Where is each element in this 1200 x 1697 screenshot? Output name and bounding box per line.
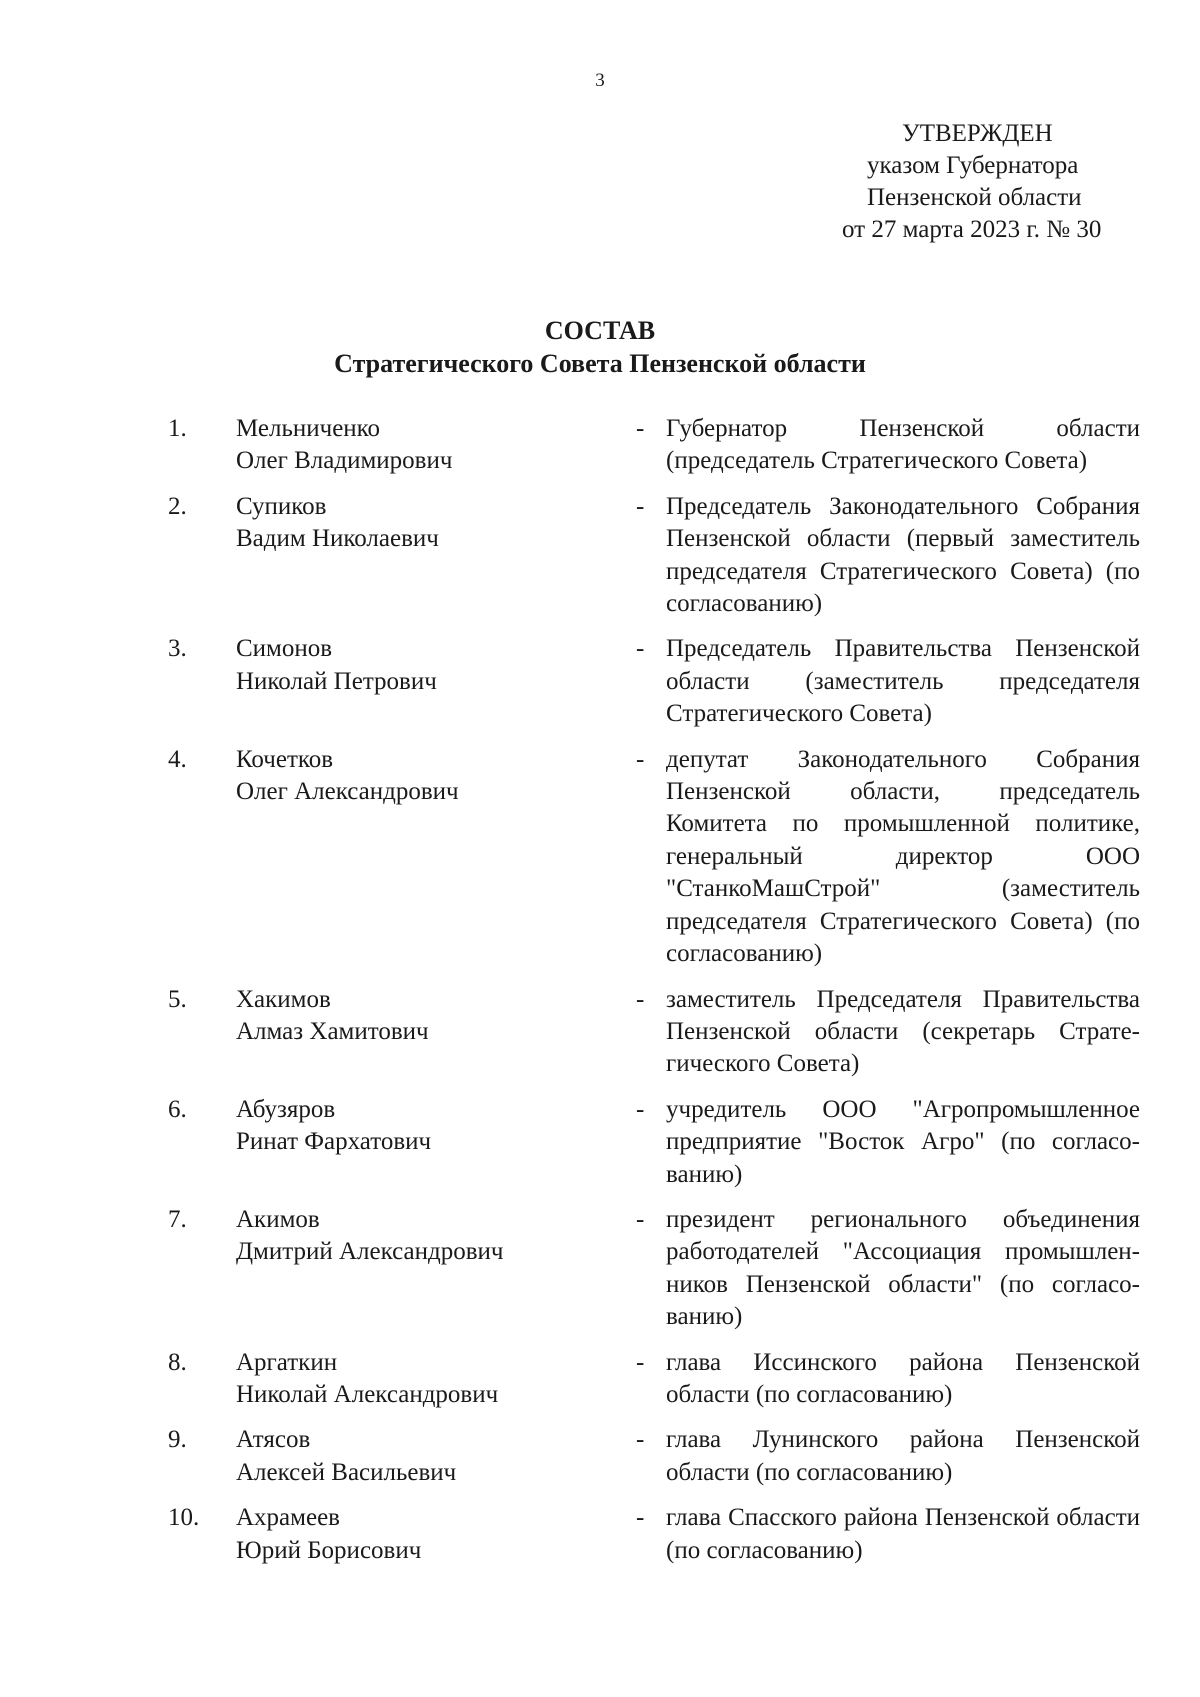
- member-dash: -: [636, 1504, 645, 1532]
- member-name: [236, 1502, 636, 1567]
- member-name: [236, 984, 636, 1081]
- member-number: 8.: [168, 1348, 187, 1376]
- member-name: [236, 1204, 636, 1334]
- list-item: [168, 1094, 1140, 1191]
- member-role: Губернатор Пензенской области (председатель Стратегического Совета): [666, 415, 1140, 475]
- member-dash: -: [636, 1205, 645, 1233]
- member-surname: Хакимов: [236, 985, 331, 1013]
- list-item: [168, 1424, 1140, 1489]
- document-title: СОСТАВ: [544, 316, 656, 345]
- list-item: [168, 984, 1140, 1081]
- member-number: 4.: [168, 745, 187, 773]
- member-role: Председатель Правительства Пензенской области (заместитель председателя Стратегического Совета): [666, 635, 1140, 728]
- member-list: [168, 413, 1140, 1580]
- member-dash: -: [636, 635, 645, 663]
- member-role: глава Иссинского района Пензенской области (по согласованию): [666, 1348, 1140, 1408]
- approval-title: УТВЕРЖДЕН: [902, 120, 1053, 147]
- member-role: глава Спасского района Пензенской области (по согласованию): [666, 1504, 1140, 1564]
- member-role: депутат Законодательного Собрания Пензенской области, председатель Комитета по промышленной политике, генеральный директор ООО "СтанкоМашСтрой" (заместитель председателя Стратегического Совета) (по согласованию): [666, 745, 1140, 968]
- approval-decree: указом Губернатора: [867, 152, 1079, 179]
- list-item: [168, 413, 1140, 478]
- member-number: 5.: [168, 985, 187, 1013]
- member-dash: -: [636, 1348, 645, 1376]
- member-number: 3.: [168, 635, 187, 663]
- member-dash: -: [636, 415, 645, 442]
- page-number: 3: [595, 70, 605, 91]
- document-heading: [0, 314, 1200, 380]
- list-item: [168, 1204, 1140, 1334]
- member-surname: Мельниченко: [236, 415, 381, 442]
- member-given-name: Ринат Фархатович: [236, 1128, 432, 1156]
- member-given-name: Олег Владимирович: [236, 447, 453, 475]
- member-surname: Акимов: [236, 1205, 320, 1233]
- member-number: 1.: [168, 415, 187, 442]
- member-name: [236, 633, 636, 730]
- member-dash: -: [636, 985, 645, 1013]
- member-dash: -: [636, 745, 645, 773]
- member-surname: Атясов: [236, 1426, 311, 1454]
- member-given-name: Вадим Николаевич: [236, 525, 439, 553]
- member-given-name: Николай Петрович: [236, 667, 437, 695]
- member-surname: Аргаткин: [236, 1348, 338, 1376]
- member-number: 9.: [168, 1426, 187, 1454]
- member-name: [236, 491, 636, 621]
- member-name: [236, 1347, 636, 1412]
- member-given-name: Юрий Борисович: [236, 1536, 422, 1564]
- member-given-name: Николай Александрович: [236, 1380, 499, 1408]
- member-name: [236, 413, 636, 478]
- member-number: 7.: [168, 1205, 187, 1233]
- member-number: 10.: [168, 1504, 200, 1532]
- member-name: [236, 1424, 636, 1489]
- member-role: глава Лунинского района Пензенской области (по согласованию): [666, 1426, 1140, 1486]
- member-surname: Ахрамеев: [236, 1504, 340, 1532]
- member-name: [236, 1094, 636, 1191]
- document-subtitle: Стратегического Совета Пензенской области: [334, 349, 866, 378]
- member-surname: Кочетков: [236, 745, 334, 773]
- member-surname: Супиков: [236, 492, 327, 520]
- approval-date: от 27 марта 2023 г. № 30: [842, 216, 1102, 243]
- member-given-name: Олег Александрович: [236, 778, 459, 806]
- member-given-name: Алексей Васильевич: [236, 1458, 457, 1486]
- member-given-name: Алмаз Хамитович: [236, 1017, 429, 1045]
- member-given-name: Дмитрий Александрович: [236, 1238, 504, 1266]
- member-surname: Симонов: [236, 635, 333, 663]
- list-item: [168, 1347, 1140, 1412]
- member-dash: -: [636, 1426, 645, 1454]
- member-name: [236, 744, 636, 971]
- member-surname: Абузяров: [236, 1095, 336, 1123]
- member-role: заместитель Председателя Правительства Пензенской области (секретарь Стратегического Совета): [666, 985, 1140, 1078]
- member-dash: -: [636, 492, 645, 520]
- approval-region: Пензенской области: [867, 184, 1082, 211]
- member-role: учредитель ООО "Агропромышленное предприятие "Восток Агро" (по согласованию): [666, 1095, 1140, 1188]
- list-item: [168, 744, 1140, 971]
- list-item: [168, 1502, 1140, 1567]
- list-item: [168, 633, 1140, 730]
- member-role: Председатель Законодательного Собрания Пензенской области (первый заместитель председателя Стратегического Совета) (по согласованию): [666, 492, 1140, 618]
- list-item: [168, 491, 1140, 621]
- member-number: 6.: [168, 1095, 187, 1123]
- member-role: президент регионального объединения работодателей "Ассоциация промышленников Пензенской области" (по согласованию): [666, 1205, 1140, 1331]
- approval-stamp-block: [820, 118, 1150, 246]
- member-number: 2.: [168, 492, 187, 520]
- member-dash: -: [636, 1095, 645, 1123]
